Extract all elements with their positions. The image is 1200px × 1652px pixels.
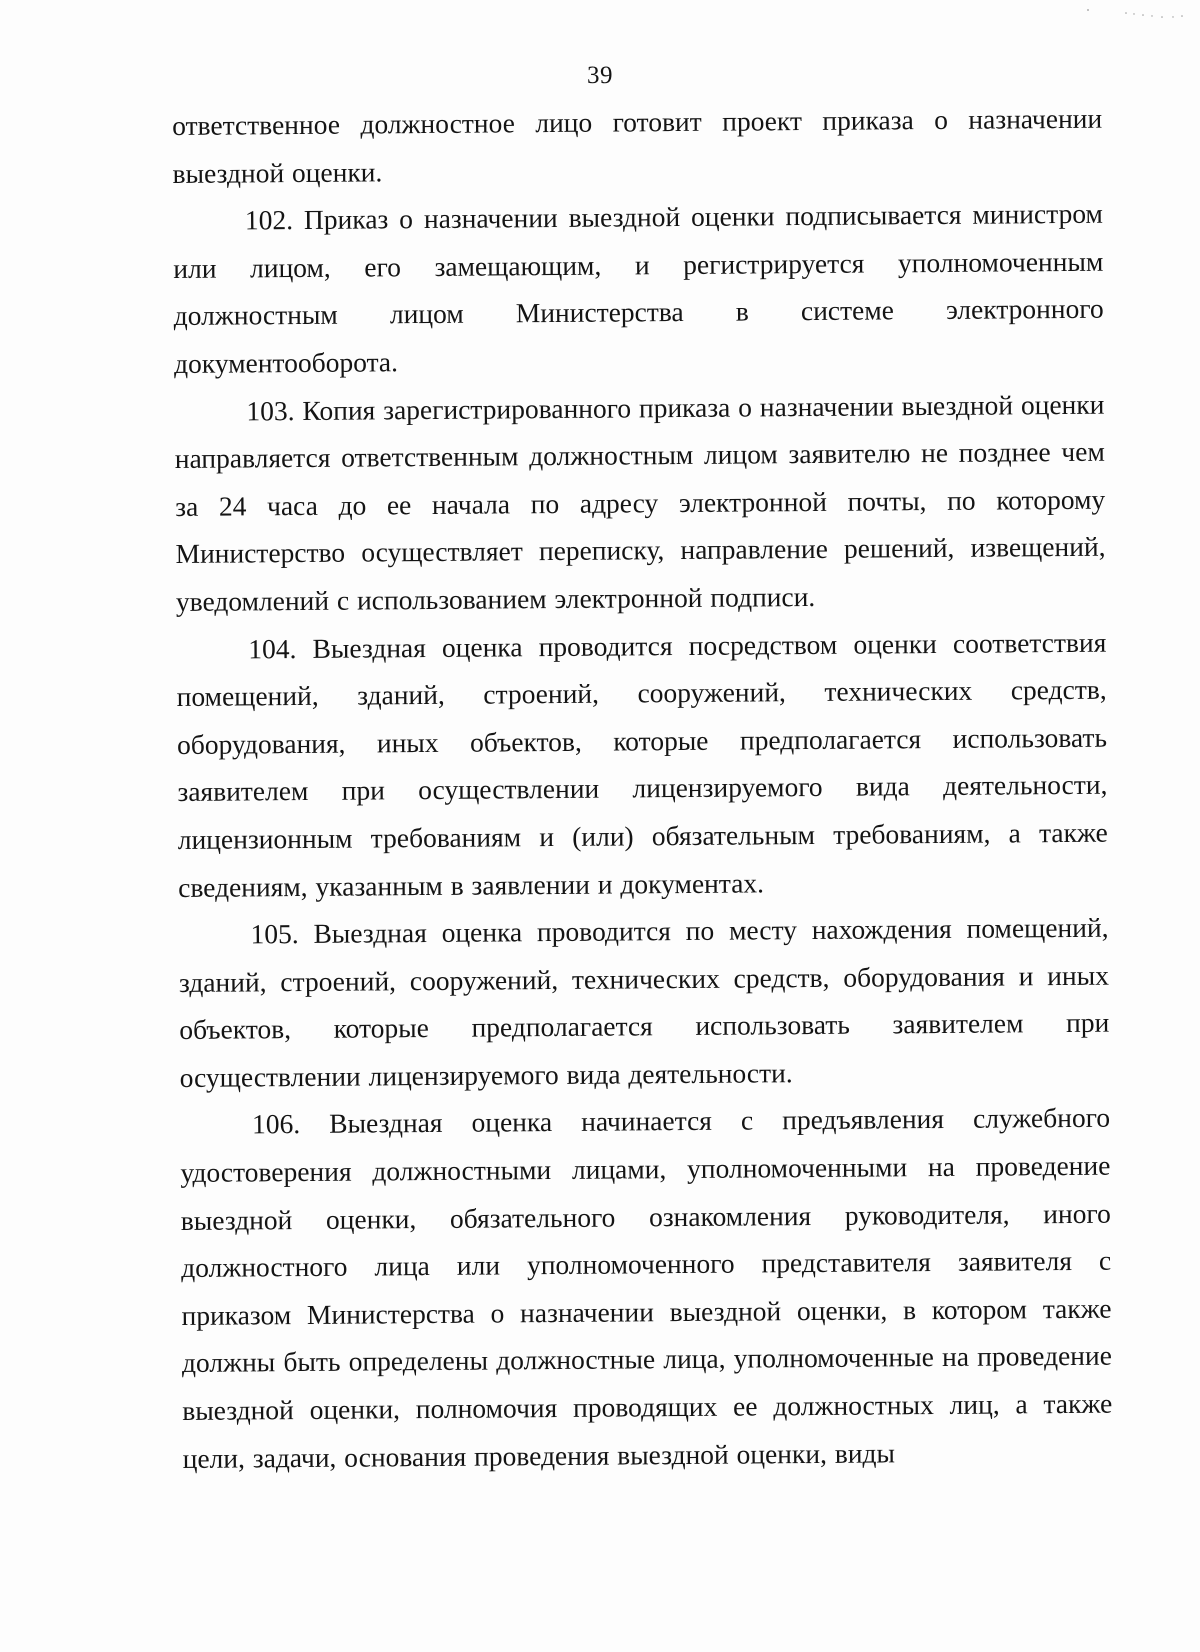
paragraph-continuation: ответственное должностное лицо готовит проект приказа о назначении выездной оценки. [172,102,1103,189]
paragraph-105: 105. Выездная оценка проводится по месту нахождения помещений, зданий, строений, сооружений, технических средств, оборудования и иных объектов, которые предполагается использовать заявителем при осуществлении лицензируемого вида деятельности. [178,911,1110,1093]
page-number: 39 [587,62,613,89]
paragraph-104: 104. Выездная оценка проводится посредством оценки соответствия помещений, зданий, строений, сооружений, технических средств, оборудования, иных объектов, которые предполагается использовать заявителем при осуществлении лицензируемого вида деятельности, лицензионным требованиям и (или) обязательным требованиям, а также сведениям, указанным в заявлении и документах. [176,626,1108,903]
scan-noise-marks [1082,4,1192,24]
document-body [172,95,1113,1482]
paragraph-103: 103. Копия зарегистрированного приказа о назначении выездной оценки направляется ответственным должностным лицом заявителю не позднее чем за 24 часа до ее начала по адресу электронной почты, по которому Министерство осуществляет переписку, направление решений, извещений, уведомлений с использованием электронной подписи. [174,388,1106,617]
paragraph-106: 106. Выездная оценка начинается с предъявления служебного удостоверения должностными лицами, уполномоченными на проведение выездной оценки, обязательного ознакомления руководителя, иного должностного лица или уполномоченного представителя заявителя с приказом Министерства о назначении выездной оценки, в котором также должны быть определены должностные лица, уполномоченные на проведение выездной оценки, полномочия проводящих ее должностных лиц, а также цели, задачи, основания проведения выездной оценки, виды [180,1102,1113,1474]
paragraph-102: 102. Приказ о назначении выездной оценки подписывается министром или лицом, его замещающим, и регистрируется уполномоченным должностным лицом Министерства в системе электронного документооборота. [173,197,1104,379]
